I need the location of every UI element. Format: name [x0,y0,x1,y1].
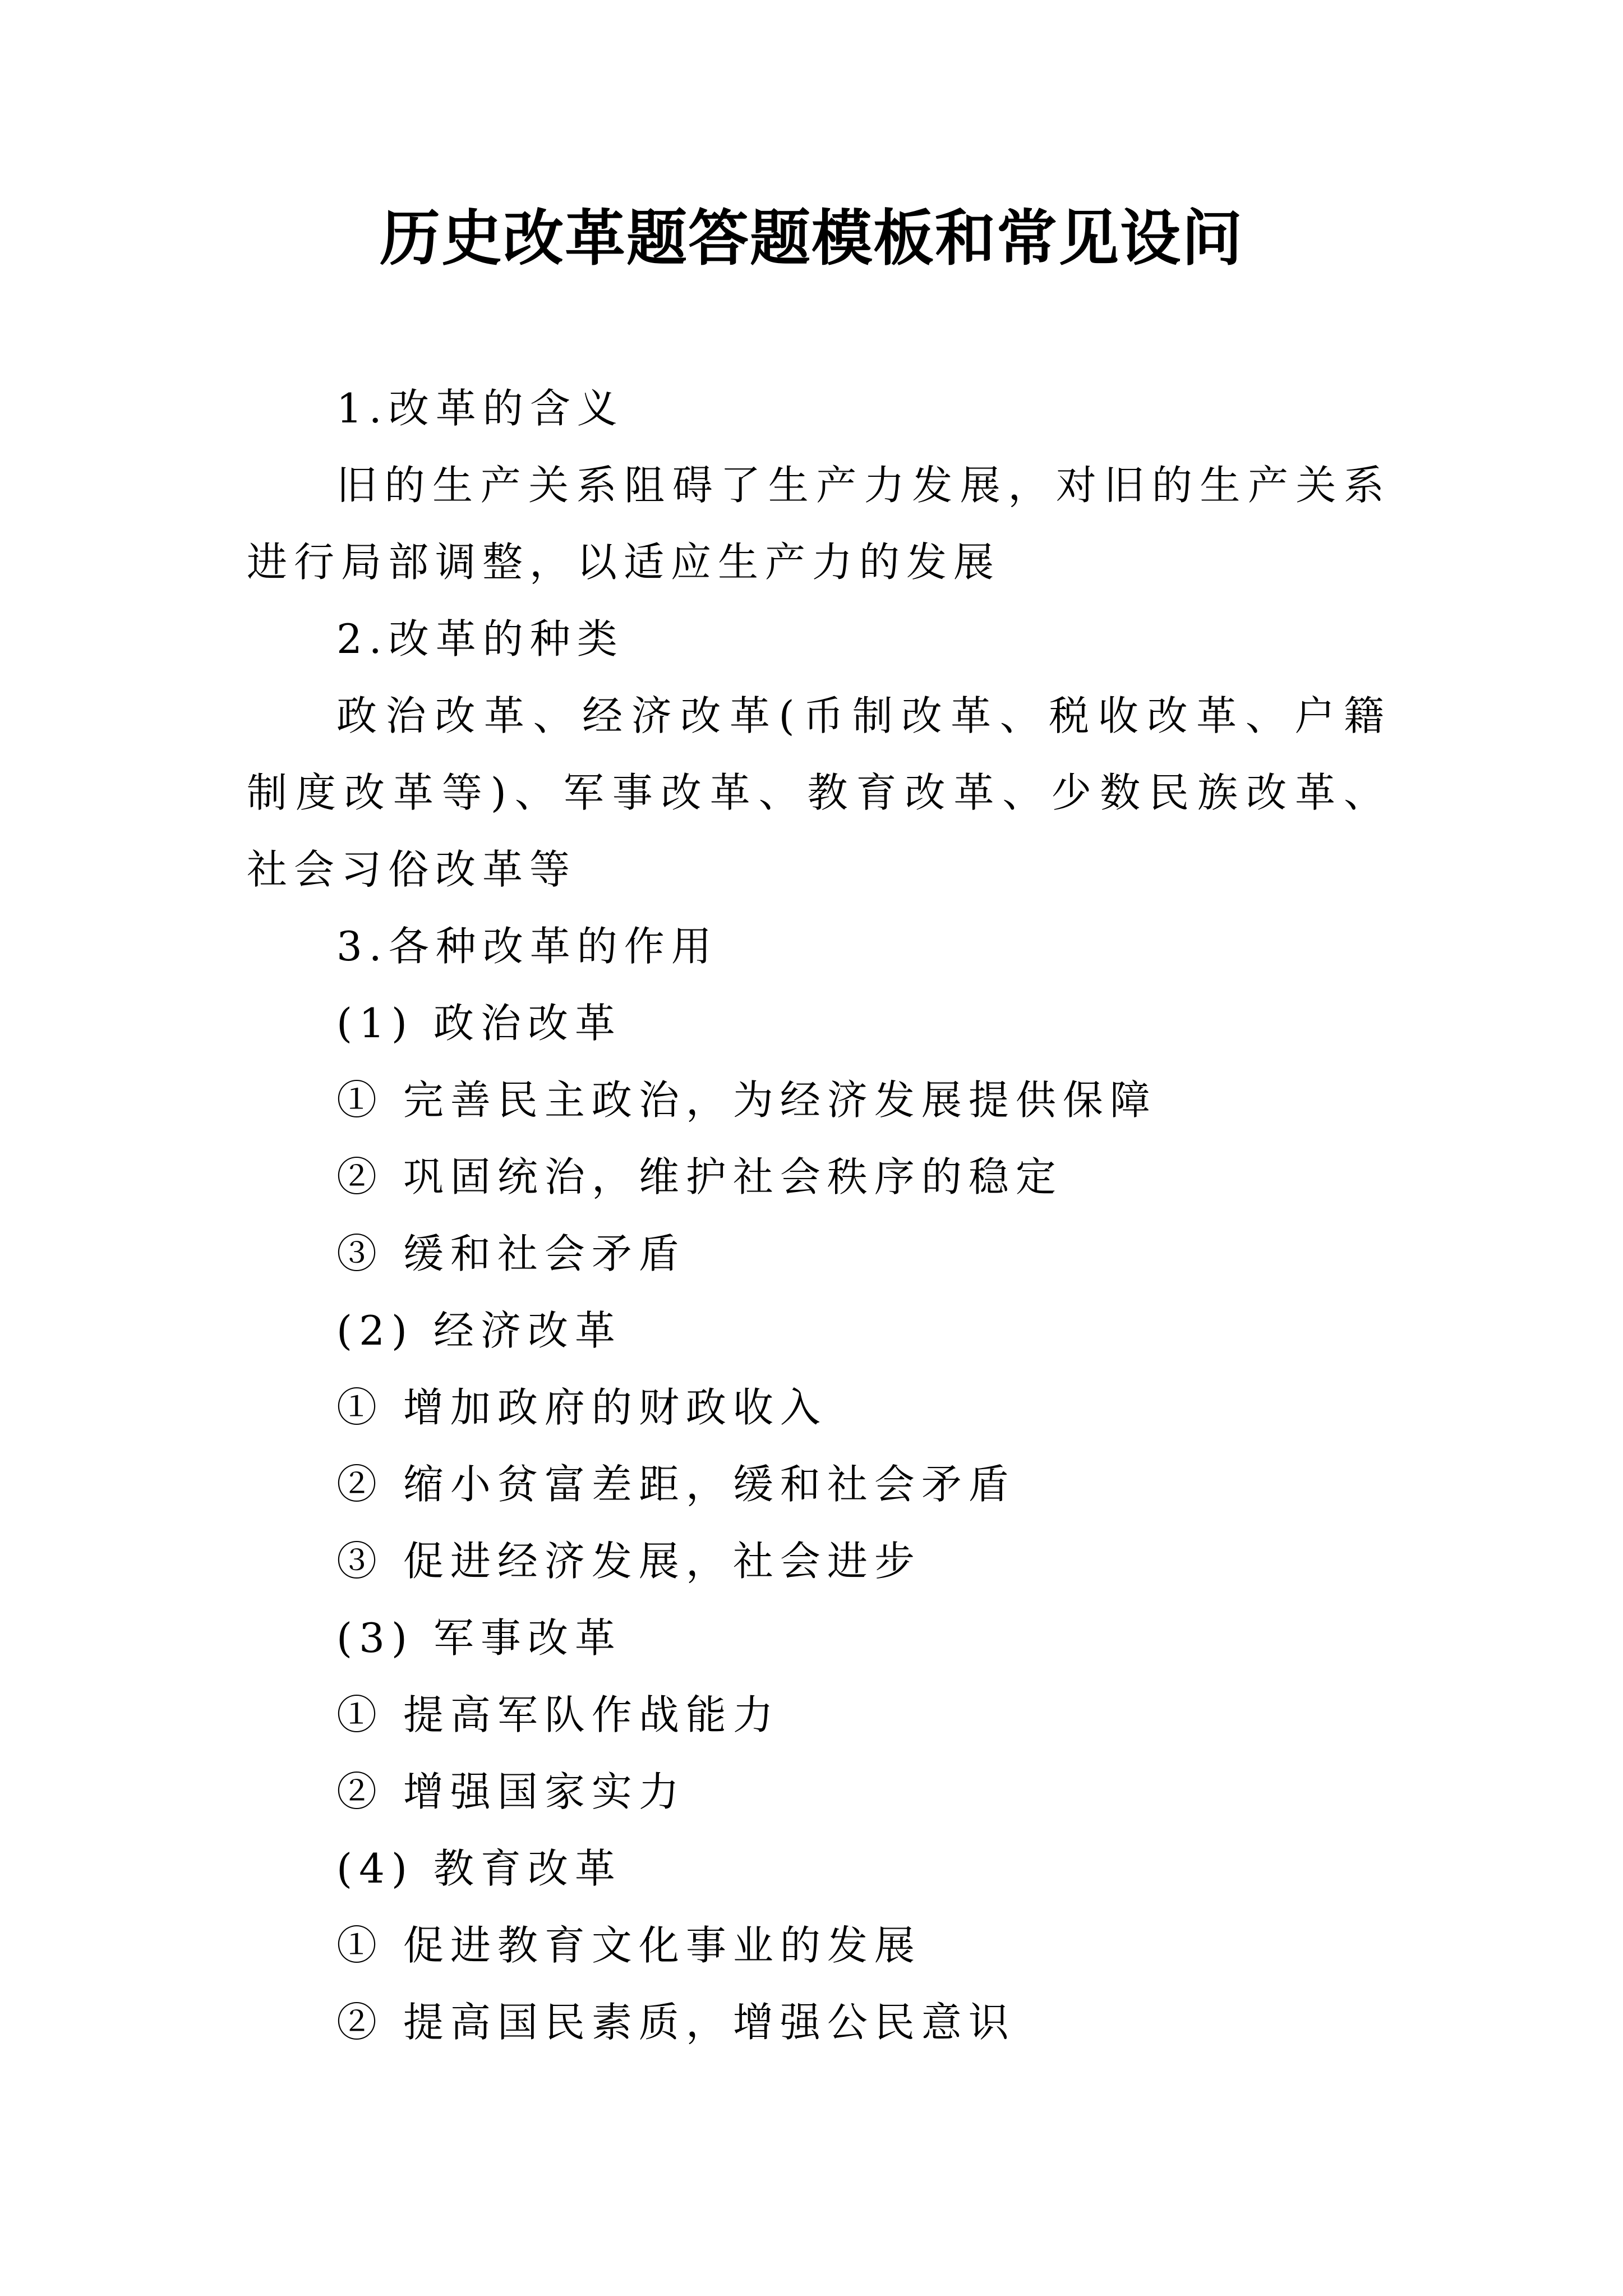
section-heading-effects: 3.各种改革的作用 [336,923,718,970]
list-item: ① 完善民主政治，为经济发展提供保障 [336,1076,1157,1124]
list-item: ① 提高军队作战能力 [336,1691,780,1738]
subheading-political: (1) 政治改革 [336,1000,622,1047]
list-item: ③ 缓和社会矛盾 [336,1230,686,1277]
list-item: ② 巩固统治，维护社会秩序的稳定 [336,1153,1063,1200]
list-item: ② 提高国民素质，增强公民意识 [336,1999,1016,2046]
list-item: ② 增强国家实力 [336,1768,686,1815]
list-item: ① 促进教育文化事业的发展 [336,1922,921,1969]
paragraph-meaning: 旧的生产关系阻碍了生产力发展，对旧的生产关系进行局部调整，以适应生产力的发展 [247,462,1391,586]
list-item: ① 增加政府的财政收入 [336,1384,827,1431]
section-heading-meaning: 1.改革的含义 [336,385,624,432]
list-item: ② 缩小贫富差距，缓和社会矛盾 [336,1461,1016,1508]
section-heading-types: 2.改革的种类 [336,615,624,662]
document-body [247,370,1391,2061]
list-item: ③ 促进经济发展，社会进步 [336,1538,921,1585]
paragraph-types: 政治改革、经济改革(币制改革、税收改革、户籍制度改革等)、军事改革、教育改革、少数民族改革、社会习俗改革等 [247,692,1391,893]
subheading-education: (4) 教育改革 [336,1845,622,1892]
document-title: 历史改革题答题模板和常见设问 [379,203,1243,274]
subheading-economic: (2) 经济改革 [336,1307,622,1354]
subheading-military: (3) 军事改革 [336,1614,622,1662]
